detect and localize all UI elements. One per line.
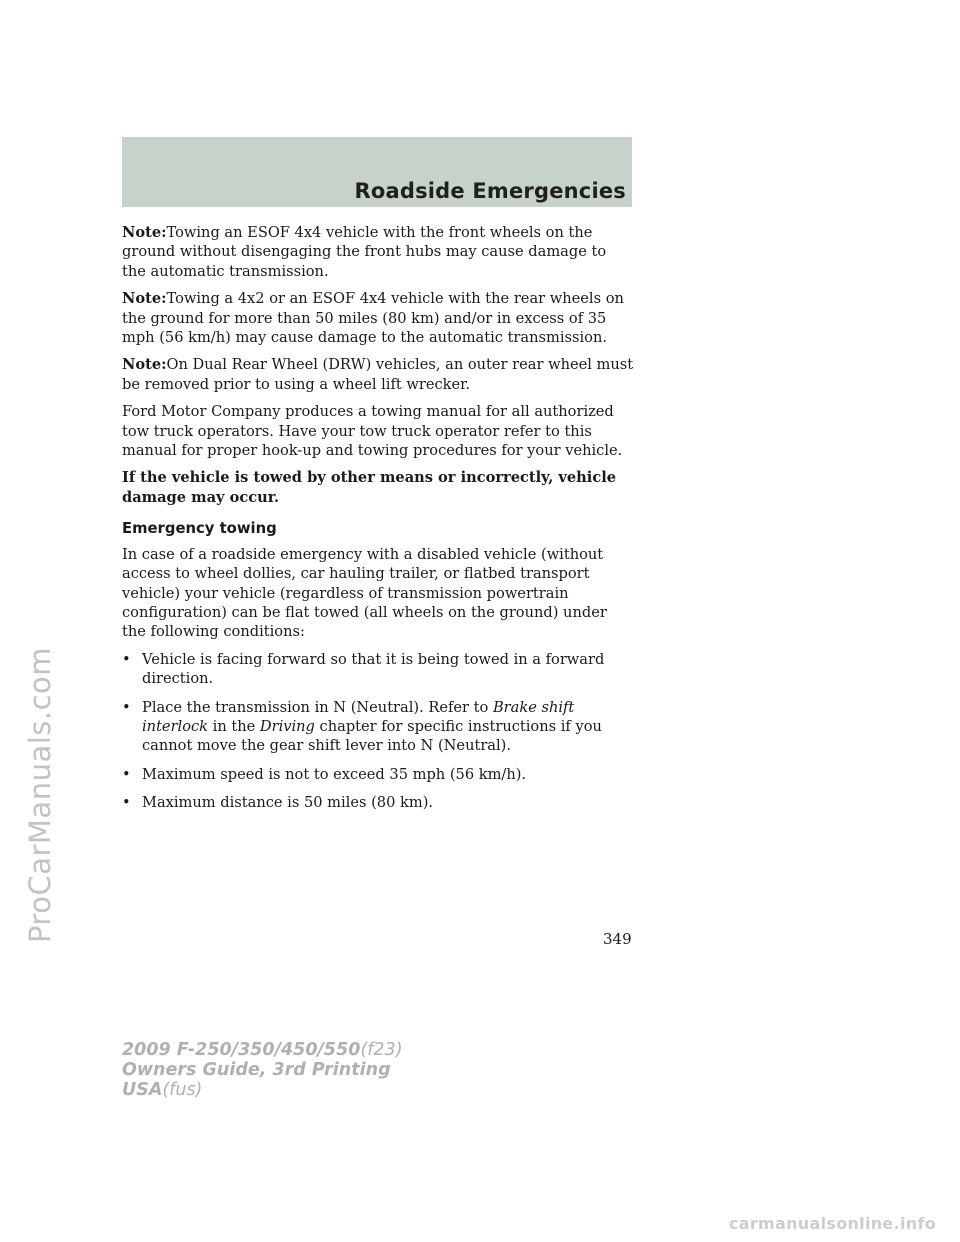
section-header-band	[122, 137, 632, 207]
document-footer	[122, 1040, 403, 1100]
side-watermark-text: ProCarManuals.com	[23, 646, 57, 944]
emergency-towing-intro: In case of a roadside emergency with a disabled vehicle (without access to wheel dollies, car hauling trailer, or flatbed transport vehicle) your vehicle (regardless of transmission powertrain configuration) can be flat towed (all wheels on the ground) under the following conditions:	[122, 545, 607, 641]
bullet-icon: •	[122, 698, 131, 716]
note-text: Towing an ESOF 4x4 vehicle with the front wheels on the ground without disengaging the front hubs may cause damage to the automatic transmission.	[122, 224, 607, 280]
section-title: Roadside Emergencies	[354, 179, 626, 203]
note-label: Note:	[122, 356, 167, 374]
page-number: 349	[603, 930, 632, 948]
bullet-icon: •	[122, 765, 131, 783]
list-item-text: Maximum distance is 50 miles (80 km).	[142, 794, 434, 812]
footer-model-code: (f23)	[360, 1040, 403, 1060]
list-item	[122, 765, 634, 784]
list-item	[122, 793, 634, 812]
emergency-towing-heading: Emergency towing	[122, 520, 277, 538]
cross-reference: Driving	[259, 717, 315, 735]
list-item-text: Maximum speed is not to exceed 35 mph (56 km/h).	[142, 765, 527, 783]
footer-model: 2009 F-250/350/450/550	[122, 1040, 361, 1060]
towing-conditions-list	[122, 650, 634, 813]
note-drw	[122, 355, 634, 394]
list-item-text: in the	[212, 717, 256, 735]
bullet-icon: •	[122, 650, 131, 668]
list-item-text: Place the transmission in N (Neutral). Refer to	[142, 698, 489, 716]
list-item	[122, 650, 634, 689]
note-text: On Dual Rear Wheel (DRW) vehicles, an outer rear wheel must be removed prior to using a wheel lift wrecker.	[122, 356, 634, 393]
bottom-watermark: carmanualsonline.info	[728, 1214, 936, 1233]
note-text: Towing a 4x2 or an ESOF 4x4 vehicle with the rear wheels on the ground for more than 50 miles (80 km) and/or in excess of 35 mph (56 km/h) may cause damage to the automatic transmission.	[122, 290, 624, 347]
side-watermark	[0, 0, 60, 1242]
page-content	[122, 223, 634, 822]
note-label: Note:	[122, 290, 167, 308]
towing-warning: If the vehicle is towed by other means or incorrectly, vehicle damage may occur.	[122, 469, 617, 506]
list-item	[122, 698, 634, 756]
list-item-text: chapter for specific instructions if you cannot move the gear shift lever into N (Neutral).	[142, 717, 602, 755]
list-item-text: Vehicle is facing forward so that it is being towed in a forward direction.	[142, 650, 605, 688]
footer-region: USA	[122, 1080, 163, 1100]
bullet-icon: •	[122, 794, 131, 812]
note-rear-wheels	[122, 289, 634, 347]
towing-manual-paragraph: Ford Motor Company produces a towing manual for all authorized tow truck operators. Have your tow truck operator refer to this manual for proper hook-up and towing procedures for your vehicle.	[122, 403, 623, 460]
footer-guide: Owners Guide, 3rd Printing	[122, 1060, 391, 1080]
footer-model-line	[122, 1040, 403, 1060]
cross-reference: Brake shift interlock	[142, 698, 575, 735]
note-front-wheels	[122, 223, 634, 281]
footer-region-code: (fus)	[162, 1080, 203, 1100]
footer-region-line	[122, 1080, 403, 1100]
note-label: Note:	[122, 224, 167, 241]
